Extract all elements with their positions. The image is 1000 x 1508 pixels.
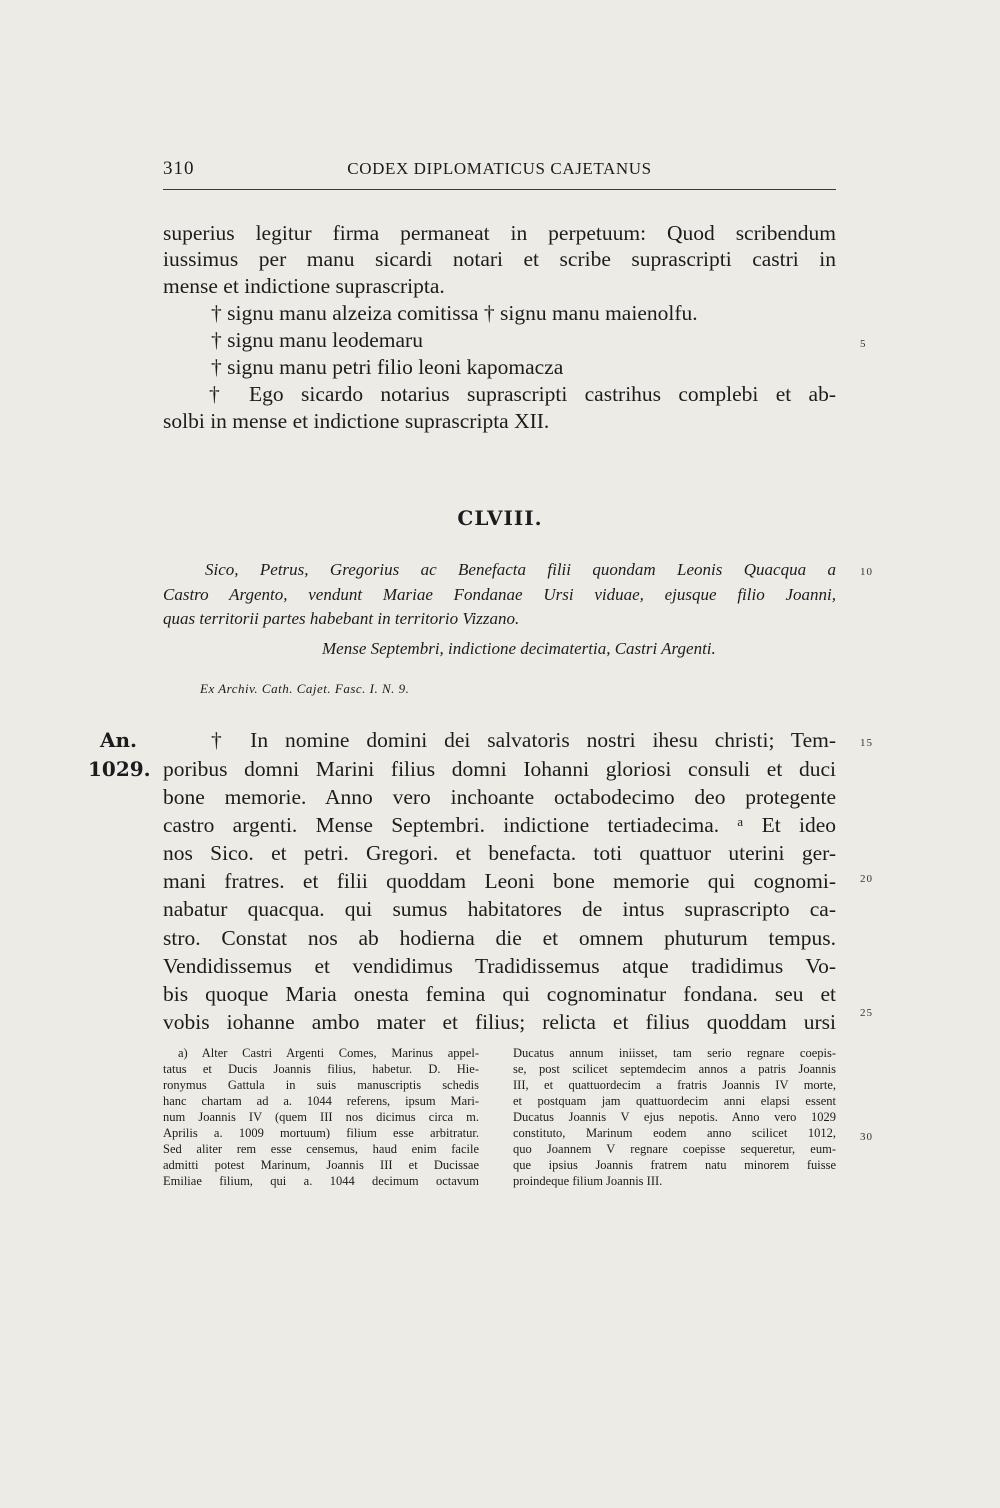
text-line: superius legitur firma permaneat in perpetuum: Quod scribendum bbox=[163, 221, 836, 245]
signature-line: † signu manu leodemaru bbox=[211, 328, 423, 352]
line-number: 20 bbox=[860, 873, 873, 885]
text-line: † In nomine domini dei salvatoris nostri ihesu christi; Tem- bbox=[211, 728, 836, 752]
line-number: 25 bbox=[860, 1007, 873, 1019]
text-line: stro. Constat nos ab hodierna die et omnem phuturum tempus. bbox=[163, 926, 836, 950]
footnote-line: Ducatus Joannis V ejus nepotis. Anno vero 1029 bbox=[513, 1110, 836, 1124]
header-rule bbox=[163, 189, 836, 190]
footnote-line: quo Joannem V regnare coepisse sequeretur, eum- bbox=[513, 1142, 836, 1156]
notary-line: † Ego sicardo notarius suprascripti castrihus complebi et ab- bbox=[209, 382, 836, 406]
text-line: iussimus per manu sicardi notari et scribe suprascripti castri in bbox=[163, 247, 836, 271]
running-head bbox=[163, 158, 836, 184]
archival-source: Ex Archiv. Cath. Cajet. Fasc. I. N. 9. bbox=[200, 681, 410, 696]
footnote-line: admitti potest Marinum, Joannis III et Ducissae bbox=[163, 1158, 479, 1172]
footnote-line: ronymus Gattula in suis manuscriptis schedis bbox=[163, 1078, 479, 1092]
footnote-line: hanc chartam ad a. 1044 referens, ipsum Mari- bbox=[163, 1094, 479, 1108]
text-line: nabatur quacqua. qui sumus habitatores de intus suprascripto ca- bbox=[163, 897, 836, 921]
footnote-line: Ducatus annum iniisset, tam serio regnare coepis- bbox=[513, 1046, 836, 1060]
footnote-line: Sed aliter rem esse censemus, haud enim facile bbox=[163, 1142, 479, 1156]
text-line: bone memorie. Anno vero inchoante octabodecimo deo protegente bbox=[163, 785, 836, 809]
footnote-line: se, post scilicet septemdecim annos a patris Joannis bbox=[513, 1062, 836, 1076]
text-line: mani fratres. et filii quoddam Leoni bone memorie qui cognomi- bbox=[163, 869, 836, 893]
date-line: Mense Septembri, indictione decimatertia, Castri Argenti. bbox=[322, 639, 716, 658]
footnote-line: III, et quattuordecim a fratris Joannis IV morte, bbox=[513, 1078, 836, 1092]
text-line: nos Sico. et petri. Gregori. et benefacta. toti quattuor uterini ger- bbox=[163, 841, 836, 865]
regest-line: Castro Argento, vendunt Mariae Fondanae Ursi viduae, ejusque filio Joanni, bbox=[163, 585, 836, 604]
footnote-line: constituto, Marinum eodem anno scilicet 1012, bbox=[513, 1126, 836, 1140]
regest-line: quas territorii partes habebant in territorio Vizzano. bbox=[163, 609, 520, 628]
footnote-line: proindeque filium Joannis III. bbox=[513, 1174, 663, 1188]
signature-line: † signu manu alzeiza comitissa † signu manu maienolfu. bbox=[211, 301, 698, 325]
page-number: 310 bbox=[163, 158, 195, 179]
footnote-line: tatus et Ducis Joannis filius, habetur. D. Hie- bbox=[163, 1062, 479, 1076]
margin-year: 1029. bbox=[88, 757, 151, 781]
line-number: 5 bbox=[860, 338, 867, 350]
footnote-line: Aprilis a. 1009 mortuum) filium esse arbitratur. bbox=[163, 1126, 479, 1140]
text-line: bis quoque Maria onesta femina qui cognominatur fondana. seu et bbox=[163, 982, 836, 1006]
footnote-line: Emiliae filium, qui a. 1044 decimum octavum bbox=[163, 1174, 479, 1188]
line-number: 30 bbox=[860, 1131, 873, 1143]
text-line: castro argenti. Mense Septembri. indictione tertiadecima. ᵃ Et ideo bbox=[163, 813, 836, 837]
text-line: poribus domni Marini filius domni Iohanni gloriosi consuli et duci bbox=[163, 757, 836, 781]
running-title: CODEX DIPLOMATICUS CAJETANUS bbox=[347, 159, 652, 178]
text-line: mense et indictione suprascripta. bbox=[163, 274, 445, 298]
footnote-line: num Joannis IV (quem III nos dicimus circa m. bbox=[163, 1110, 479, 1124]
footnote-line: a) Alter Castri Argenti Comes, Marinus appel- bbox=[178, 1046, 479, 1060]
signature-line: † signu manu petri filio leoni kapomacza bbox=[211, 355, 564, 379]
line-number: 15 bbox=[860, 737, 873, 749]
footnote-line: et postquam jam quattuordecim anni elapsi essent bbox=[513, 1094, 836, 1108]
margin-year-label: An. bbox=[100, 728, 138, 752]
text-line: solbi in mense et indictione suprascripta XII. bbox=[163, 409, 550, 433]
document-number: CLVIII. bbox=[457, 506, 543, 530]
footnote-line: que ipsius Joannis fratrem natu minorem fuisse bbox=[513, 1158, 836, 1172]
line-number: 10 bbox=[860, 566, 873, 578]
regest-line: Sico, Petrus, Gregorius ac Benefacta filii quondam Leonis Quacqua a bbox=[205, 560, 836, 579]
text-line: Vendidissemus et vendidimus Tradidissemus atque tradidimus Vo- bbox=[163, 954, 836, 978]
text-line: vobis iohanne ambo mater et filius; relicta et filius quoddam ursi bbox=[163, 1010, 836, 1034]
